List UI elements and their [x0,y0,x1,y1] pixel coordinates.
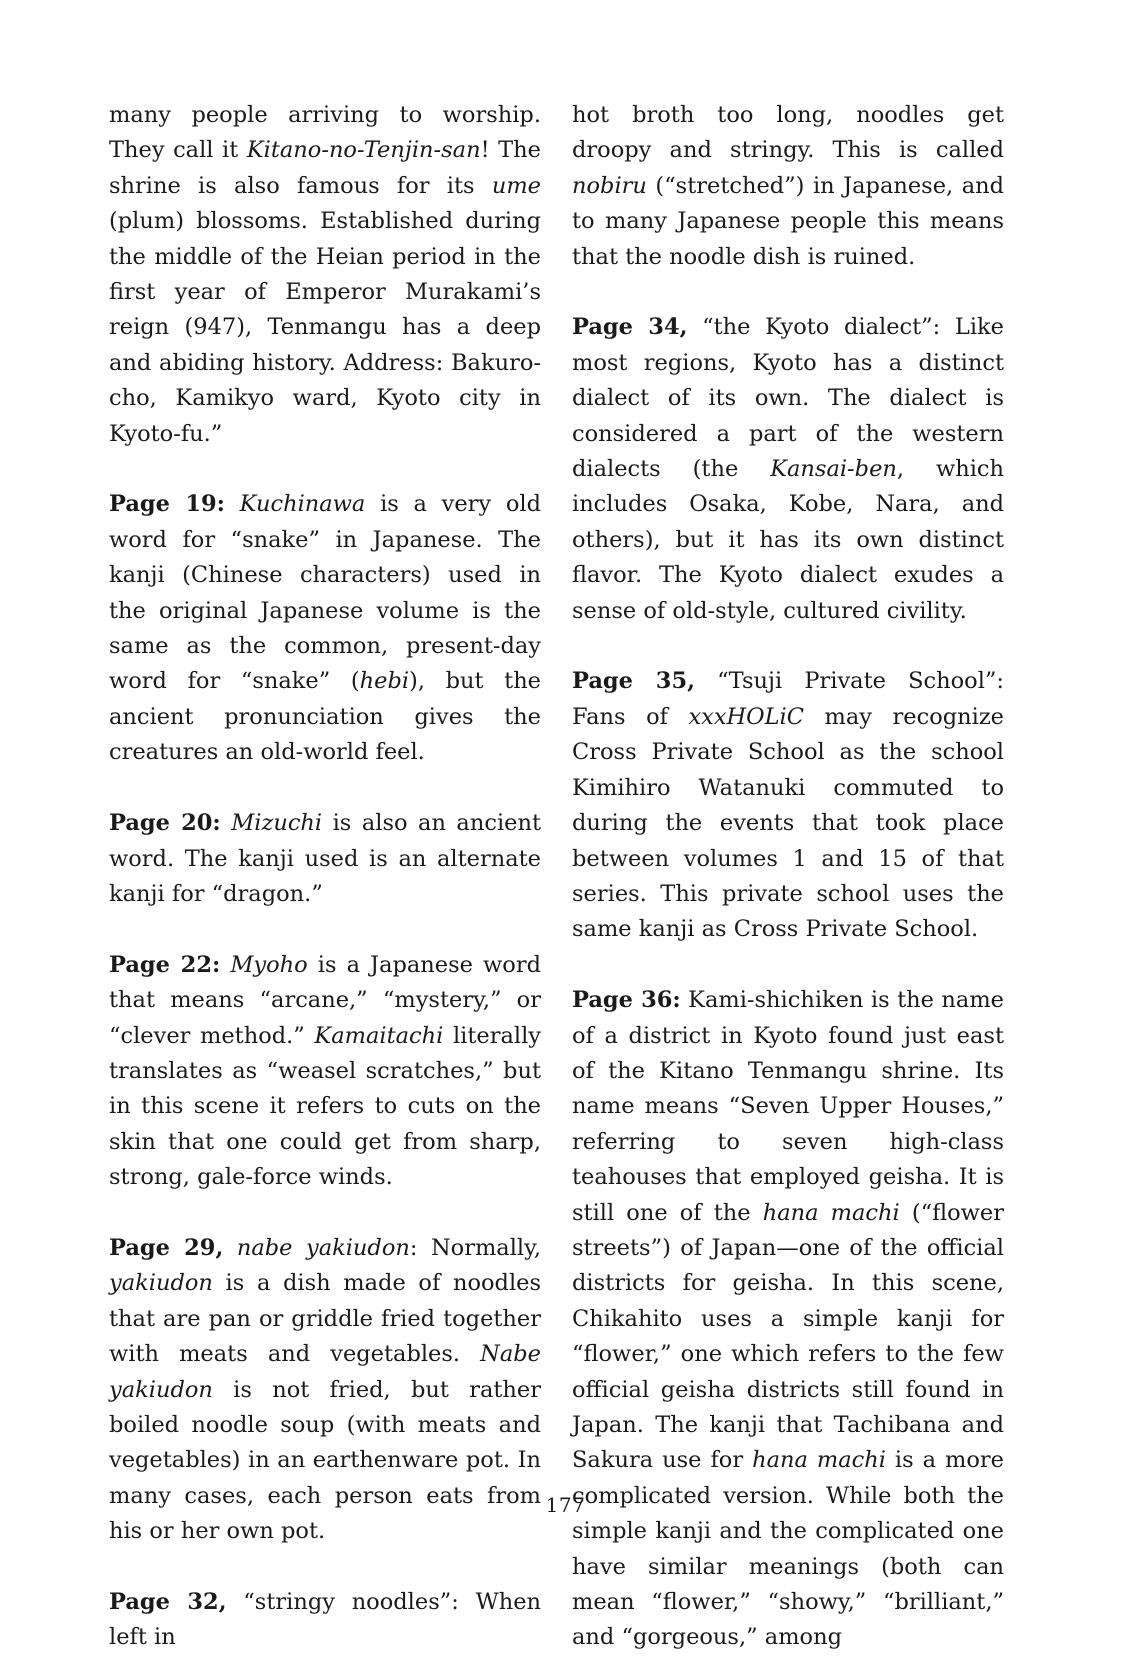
note-page-19: Page 19: Kuchinawa is a very old word for “snake” in Japanese. The kanji (Chinese characters) used in the original Japanese volume is the same as the common, present-day word for “snake” (hebi), but the ancient pronunciation gives the creatures an old-world feel. [109,491,541,766]
note-page-32-continued: hot broth too long, noodles get droopy and stringy. This is called nobiru (“stretched”) in Japanese, and to many Japanese people this means that the noodle dish is ruined. [572,102,1004,270]
left-column [109,98,541,1656]
note-page-20: Page 20: Mizuchi is also an ancient word. The kanji used is an alternate kanji for “dragon.” [109,810,541,907]
note-lead: Page 34, [572,314,688,341]
note-page-35: Page 35, “Tsuji Private School”: Fans of xxxHOLiC may recognize Cross Private School as the school Kimihiro Watanuki commuted to during the events that took place between volumes 1 and 15 of that series. This private school uses the same kanji as Cross Private School. [572,668,1005,943]
intro-paragraph: many people arriving to worship. They call it Kitano-no-Tenjin-san! The shrine is also famous for its ume (plum) blossoms. Established during the middle of the Heian period in the first year of Emperor Murakami’s reign (947), Tenmangu has a deep and abiding history. Address: Bakuro-cho, Kamikyo ward, Kyoto city in Kyoto-fu.” [109,102,541,447]
note-lead: Page 32, [109,1588,227,1615]
note-lead: Page 36: [572,987,681,1014]
right-column [572,98,1004,1656]
note-page-34: Page 34, “the Kyoto dialect”: Like most regions, Kyoto has a distinct dialect of its own. The dialect is considered a part of the western dialects (the Kansai-ben, which includes Osaka, Kobe, Nara, and others), but it has its own distinct flavor. The Kyoto dialect exudes a sense of old-style, cultured civility. [572,314,1004,624]
note-lead: Page 35, [572,668,695,695]
note-page-36: Page 36: Kami-shichiken is the name of a district in Kyoto found just east of the Kitano Tenmangu shrine. Its name means “Seven Upper Houses,” referring to seven high-class teahouses that employed geisha. It is still one of the hana machi (“flower streets”) of Japan—one of the official districts for geisha. In this scene, Chikahito uses a simple kanji for “flower,” one which refers to the few official geisha districts still found in Japan. The kanji that Tachibana and Sakura use for hana machi is a more complicated version. While both the simple kanji and the complicated one have similar meanings (both can mean “flower,” “showy,” “brilliant,” and “gorgeous,” among [572,987,1004,1651]
note-page-32: Page 32, “stringy noodles”: When left in [109,1588,542,1651]
note-lead: Page 20: [109,810,221,837]
note-lead: Page 22: [109,951,221,978]
note-page-29: Page 29, nabe yakiudon: Normally, yakiudon is a dish made of noodles that are pan or griddle fried together with meats and vegetables. Nabe yakiudon is not fried, but rather boiled noodle soup (with meats and vegetables) in an earthenware pot. In many cases, each person eats from his or her own pot. [109,1234,541,1545]
note-lead: Page 29, [109,1234,224,1261]
note-lead: Page 19: [109,491,225,518]
note-page-22: Page 22: Myoho is a Japanese word that means “arcane,” “mystery,” or “clever method.” Kamaitachi literally translates as “weasel scratches,” but in this scene it refers to cuts on the skin that one could get from sharp, strong, gale-force winds. [109,951,541,1191]
page-number: 177 [545,1493,586,1517]
